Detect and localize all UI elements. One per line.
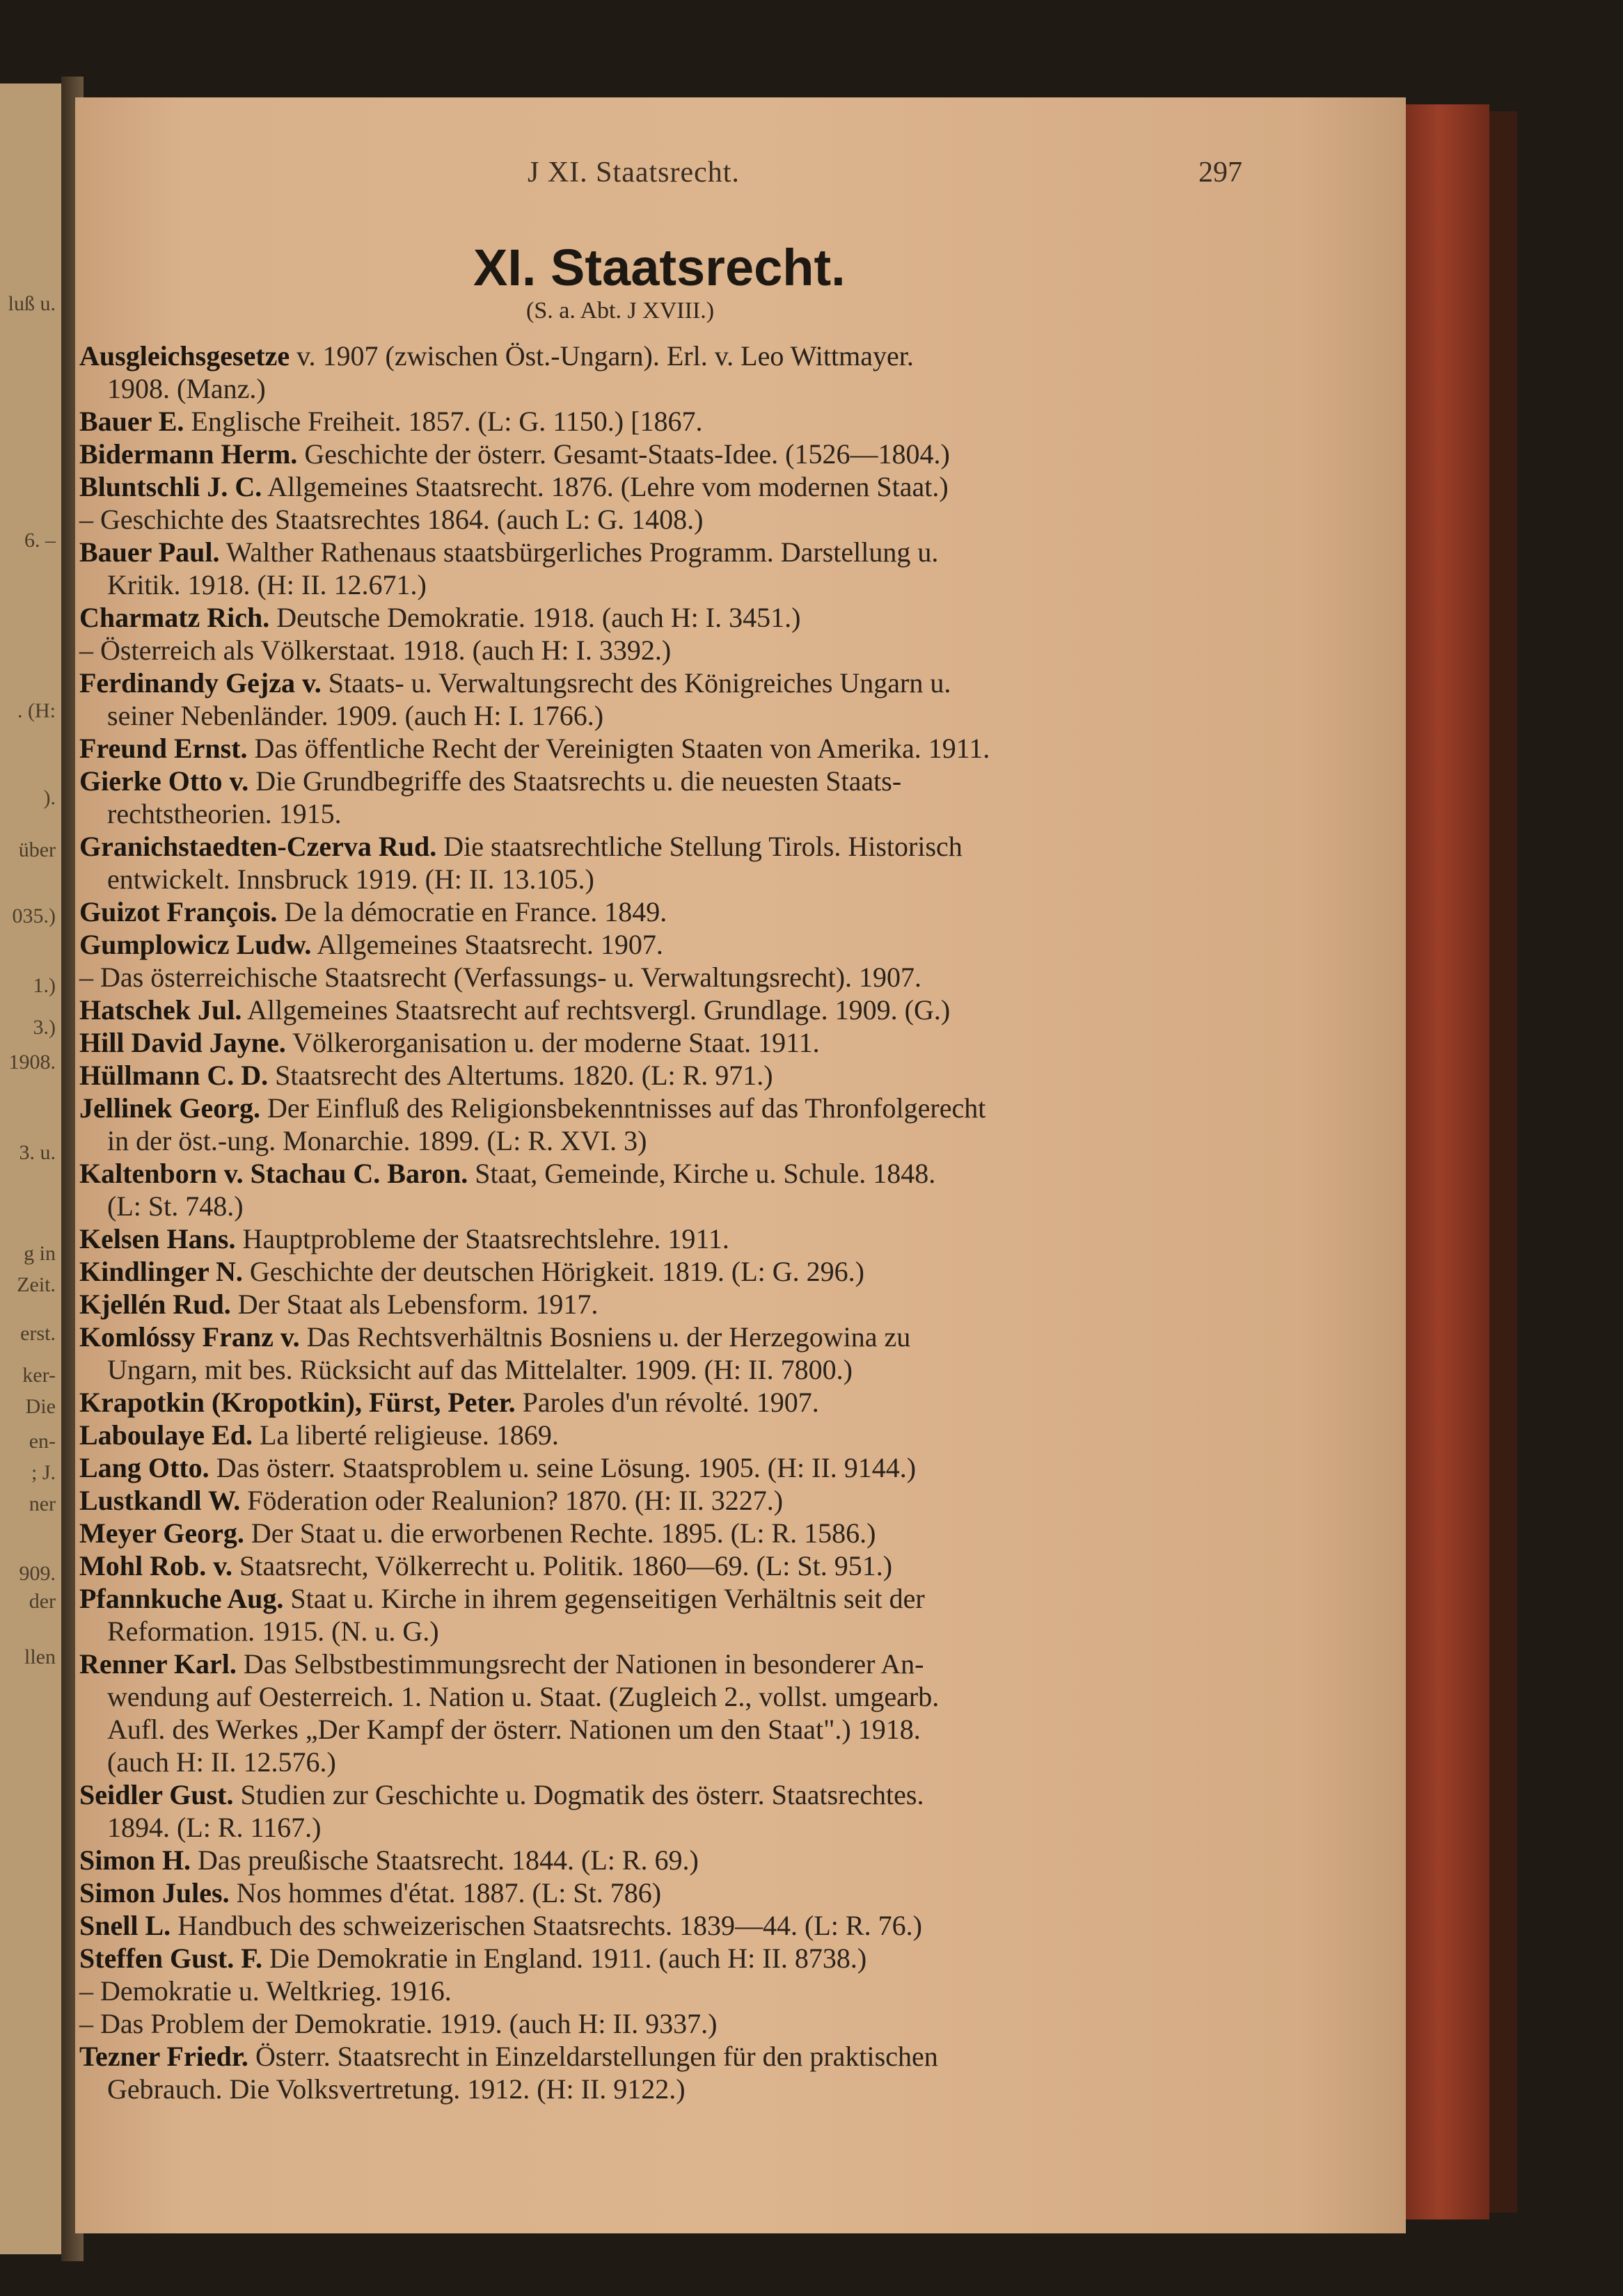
entry-text: Kritik. 1918. (H: II. 12.671.) (107, 569, 427, 600)
entry-text: Hauptprobleme der Staatsrechtslehre. 1911. (235, 1223, 729, 1254)
entry-line (79, 1026, 1262, 1059)
entry-line (79, 1778, 1262, 1811)
margin-note: luß u. (8, 292, 56, 315)
entry-line (79, 961, 1262, 994)
entry-author: Bidermann Herm. (79, 438, 298, 470)
entry-line (79, 895, 1262, 928)
margin-note: über (18, 838, 56, 861)
entry-line (79, 1321, 1262, 1353)
running-head: J XI. Staatsrecht. (528, 157, 740, 189)
entry-text: Das öffentliche Recht der Vereinigten Staaten von Amerika. 1911. (247, 733, 990, 764)
entry-text: Das Selbstbestimmungsrecht der Nationen in besonderer An- (236, 1648, 924, 1680)
entry-line (79, 1909, 1262, 1942)
entry-line (79, 1255, 1262, 1288)
entry-line (79, 994, 1262, 1026)
entry-author: Ausgleichsgesetze (79, 340, 290, 372)
entry-text: Föderation oder Realunion? 1870. (H: II. 3227.) (240, 1485, 784, 1516)
entry-author: Laboulaye Ed. (79, 1419, 253, 1451)
entry-author: Hatschek Jul. (79, 994, 242, 1026)
entry-line (79, 601, 1262, 634)
entry-line (79, 1157, 1262, 1190)
entry-text: rechtstheorien. 1915. (107, 798, 342, 829)
margin-note: en- (29, 1430, 56, 1453)
entry-author: Komlóssy Franz v. (79, 1321, 300, 1353)
entry-text: seiner Nebenländer. 1909. (auch H: I. 1766.) (107, 700, 604, 731)
entry-text: wendung auf Oesterreich. 1. Nation u. Staat. (Zugleich 2., vollst. umgearb. (107, 1681, 940, 1712)
margin-note: ker- (22, 1364, 56, 1387)
entry-continuation-line (79, 699, 1262, 732)
entry-author: Jellinek Georg. (79, 1092, 260, 1124)
entry-continuation-line (79, 568, 1262, 601)
section-title: XI. Staatsrecht. (473, 239, 846, 296)
entry-line (79, 438, 1262, 470)
margin-note: Zeit. (17, 1273, 56, 1296)
entry-author: Lang Otto. (79, 1452, 209, 1483)
entry-text: Die Demokratie in England. 1911. (auch H: II. 8738.) (262, 1943, 867, 1974)
entry-line (79, 536, 1262, 568)
entry-text: Allgemeines Staatsrecht. 1876. (Lehre vom modernen Staat.) (262, 471, 949, 502)
entry-line (79, 1648, 1262, 1680)
entry-text: Reformation. 1915. (N. u. G.) (107, 1616, 439, 1647)
entry-text: Allgemeines Staatsrecht auf rechtsvergl. Grundlage. 1909. (G.) (242, 994, 951, 1026)
entry-author: Pfannkuche Aug. (79, 1583, 284, 1614)
entry-line (79, 1975, 1262, 2007)
entry-line (79, 1419, 1262, 1451)
entry-text: Geschichte der österr. Gesamt-Staats-Idee. (1526—1804.) (297, 438, 950, 470)
entry-author: Freund Ernst. (79, 733, 248, 764)
entry-line (79, 1549, 1262, 1582)
entry-author: Kelsen Hans. (79, 1223, 236, 1254)
section-subtitle: (S. a. Abt. J XVIII.) (526, 298, 715, 324)
entry-continuation-line (79, 1680, 1262, 1713)
entry-author: Charmatz Rich. (79, 602, 270, 633)
entry-text: Der Staat als Lebensform. 1917. (230, 1289, 599, 1320)
entry-line (79, 1222, 1262, 1255)
entry-text: De la démocratie en France. 1849. (277, 896, 667, 927)
margin-note: . (H: (17, 699, 56, 722)
margin-note: ; J. (31, 1461, 56, 1484)
entry-text: Ungarn, mit bes. Rücksicht auf das Mittelalter. 1909. (H: II. 7800.) (107, 1354, 853, 1385)
entry-continuation-line (79, 797, 1262, 830)
entry-line (79, 765, 1262, 797)
entry-line (79, 1386, 1262, 1419)
entry-author: Steffen Gust. F. (79, 1943, 262, 1974)
entry-line (79, 1582, 1262, 1615)
entry-author: Ferdinandy Gejza v. (79, 667, 322, 699)
margin-note: 3. u. (19, 1141, 56, 1164)
entry-line (79, 1844, 1262, 1876)
entry-line (79, 928, 1262, 961)
margin-note: g in (24, 1242, 56, 1265)
bibliography-list (79, 340, 1262, 2105)
entry-text: Die staatsrechtliche Stellung Tirols. Historisch (436, 831, 963, 862)
entry-author: Simon Jules. (79, 1877, 230, 1908)
margin-note: der (29, 1590, 56, 1613)
entry-line (79, 830, 1262, 863)
entry-continuation-line (79, 372, 1262, 405)
entry-line (79, 1451, 1262, 1484)
entry-text: Deutsche Demokratie. 1918. (auch H: I. 3451.) (269, 602, 801, 633)
page-number: 297 (1198, 157, 1242, 189)
entry-text: Nos hommes d'état. 1887. (L: St. 786) (229, 1877, 662, 1908)
margin-note: erst. (20, 1322, 56, 1345)
entry-text: – Das österreichische Staatsrecht (Verfassungs- u. Verwaltungsrecht). 1907. (79, 962, 922, 993)
entry-text: (auch H: II. 12.576.) (107, 1746, 336, 1778)
entry-line (79, 470, 1262, 503)
entry-author: Krapotkin (Kropotkin), Fürst, Peter. (79, 1387, 516, 1418)
entry-continuation-line (79, 1713, 1262, 1746)
entry-author: Bauer Paul. (79, 536, 220, 568)
entry-line (79, 1942, 1262, 1975)
entry-text: Paroles d'un révolté. 1907. (515, 1387, 819, 1418)
entry-author: Mohl Rob. v. (79, 1550, 233, 1581)
entry-text: Geschichte der deutschen Hörigkeit. 1819. (L: G. 296.) (242, 1256, 864, 1287)
entry-text: Das preußische Staatsrecht. 1844. (L: R. 69.) (191, 1844, 699, 1876)
margin-note: 035.) (12, 904, 56, 927)
entry-text: v. 1907 (zwischen Öst.-Ungarn). Erl. v. Leo Wittmayer. (290, 340, 914, 372)
margin-note: Die (25, 1395, 56, 1418)
entry-author: Hill David Jayne. (79, 1027, 286, 1058)
entry-text: Völkerorganisation u. der moderne Staat. 1911. (285, 1027, 820, 1058)
entry-text: Studien zur Geschichte u. Dogmatik des österr. Staatsrechtes. (233, 1779, 924, 1810)
entry-line (79, 1059, 1262, 1092)
entry-author: Lustkandl W. (79, 1485, 241, 1516)
entry-text: Österr. Staatsrecht in Einzeldarstellungen für den praktischen (248, 2041, 938, 2072)
margin-note: ner (29, 1492, 56, 1515)
entry-line (79, 1484, 1262, 1517)
entry-line (79, 732, 1262, 765)
entry-author: Kjellén Rud. (79, 1289, 231, 1320)
entry-text: – Demokratie u. Weltkrieg. 1916. (79, 1975, 452, 2007)
entry-text: Staatsrecht, Völkerrecht u. Politik. 1860—69. (L: St. 951.) (232, 1550, 893, 1581)
entry-author: Bluntschli J. C. (79, 471, 262, 502)
entry-continuation-line (79, 2073, 1262, 2105)
entry-author: Simon H. (79, 1844, 191, 1876)
entry-author: Bauer E. (79, 406, 184, 437)
entry-text: Der Einfluß des Religionsbekenntnisses auf das Thronfolgerecht (260, 1092, 986, 1124)
entry-line (79, 1876, 1262, 1909)
entry-continuation-line (79, 863, 1262, 895)
entry-text: – Das Problem der Demokratie. 1919. (auch H: II. 9337.) (79, 2008, 718, 2039)
entry-continuation-line (79, 1353, 1262, 1386)
entry-line (79, 1288, 1262, 1321)
entry-text: entwickelt. Innsbruck 1919. (H: II. 13.105.) (107, 863, 594, 895)
margin-note: 909. (19, 1562, 56, 1585)
entry-line (79, 340, 1262, 372)
margin-note: 1908. (8, 1051, 56, 1074)
margin-note: ). (43, 786, 56, 809)
entry-text: Aufl. des Werkes „Der Kampf der österr. Nationen um den Staat".) 1918. (107, 1714, 921, 1745)
entry-line (79, 1517, 1262, 1549)
entry-continuation-line (79, 1615, 1262, 1648)
entry-line (79, 2040, 1262, 2073)
entry-line (79, 667, 1262, 699)
entry-text: Das Rechtsverhältnis Bosniens u. der Herzegowina zu (299, 1321, 911, 1353)
entry-text: Staat u. Kirche in ihrem gegenseitigen Verhältnis seit der (283, 1583, 925, 1614)
entry-text: Allgemeines Staatsrecht. 1907. (311, 929, 663, 960)
entry-text: Walther Rathenaus staatsbürgerliches Programm. Darstellung u. (219, 536, 939, 568)
entry-text: Staatsrecht des Altertums. 1820. (L: R. 971.) (268, 1060, 773, 1091)
entry-author: Meyer Georg. (79, 1517, 244, 1549)
entry-text: Die Grundbegriffe des Staatsrechts u. die neuesten Staats- (248, 765, 902, 797)
entry-text: in der öst.-ung. Monarchie. 1899. (L: R. XVI. 3) (107, 1125, 647, 1156)
entry-author: Gumplowicz Ludw. (79, 929, 312, 960)
entry-continuation-line (79, 1190, 1262, 1222)
entry-text: Englische Freiheit. 1857. (L: G. 1150.) [1867. (184, 406, 703, 437)
margin-note: 3.) (33, 1016, 56, 1039)
entry-line (79, 503, 1262, 536)
entry-text: Das österr. Staatsproblem u. seine Lösung. 1905. (H: II. 9144.) (209, 1452, 917, 1483)
entry-author: Renner Karl. (79, 1648, 237, 1680)
entry-text: (L: St. 748.) (107, 1190, 244, 1222)
entry-author: Tezner Friedr. (79, 2041, 248, 2072)
margin-note: 6. – (24, 529, 56, 552)
margin-note: 1.) (33, 974, 56, 997)
entry-author: Gierke Otto v. (79, 765, 249, 797)
entry-continuation-line (79, 1811, 1262, 1844)
entry-text: – Geschichte des Staatsrechtes 1864. (auch L: G. 1408.) (79, 504, 704, 535)
entry-author: Snell L. (79, 1910, 171, 1941)
entry-text: – Österreich als Völkerstaat. 1918. (auch H: I. 3392.) (79, 635, 672, 666)
entry-author: Hüllmann C. D. (79, 1060, 269, 1091)
entry-continuation-line (79, 1124, 1262, 1157)
entry-continuation-line (79, 1746, 1262, 1778)
entry-line (79, 405, 1262, 438)
entry-text: Gebrauch. Die Volksvertretung. 1912. (H: II. 9122.) (107, 2073, 686, 2105)
entry-text: 1908. (Manz.) (107, 373, 266, 404)
book-cover-shadow (1489, 111, 1517, 2213)
entry-line (79, 2007, 1262, 2040)
entry-text: Handbuch des schweizerischen Staatsrechts. 1839—44. (L: R. 76.) (171, 1910, 922, 1941)
entry-line (79, 634, 1262, 667)
entry-author: Kaltenborn v. Stachau C. Baron. (79, 1158, 468, 1189)
entry-text: Staats- u. Verwaltungsrecht des Königreiches Ungarn u. (321, 667, 951, 699)
entry-text: Staat, Gemeinde, Kirche u. Schule. 1848. (468, 1158, 936, 1189)
margin-note: llen (24, 1645, 56, 1668)
entry-author: Kindlinger N. (79, 1256, 243, 1287)
entry-text: La liberté religieuse. 1869. (252, 1419, 559, 1451)
entry-line (79, 1092, 1262, 1124)
entry-text: Der Staat u. die erworbenen Rechte. 1895. (L: R. 1586.) (244, 1517, 876, 1549)
entry-author: Granichstaedten-Czerva Rud. (79, 831, 437, 862)
book-cover-edge (1406, 104, 1489, 2219)
entry-author: Seidler Gust. (79, 1779, 234, 1810)
entry-author: Guizot François. (79, 896, 278, 927)
entry-text: 1894. (L: R. 1167.) (107, 1812, 322, 1843)
